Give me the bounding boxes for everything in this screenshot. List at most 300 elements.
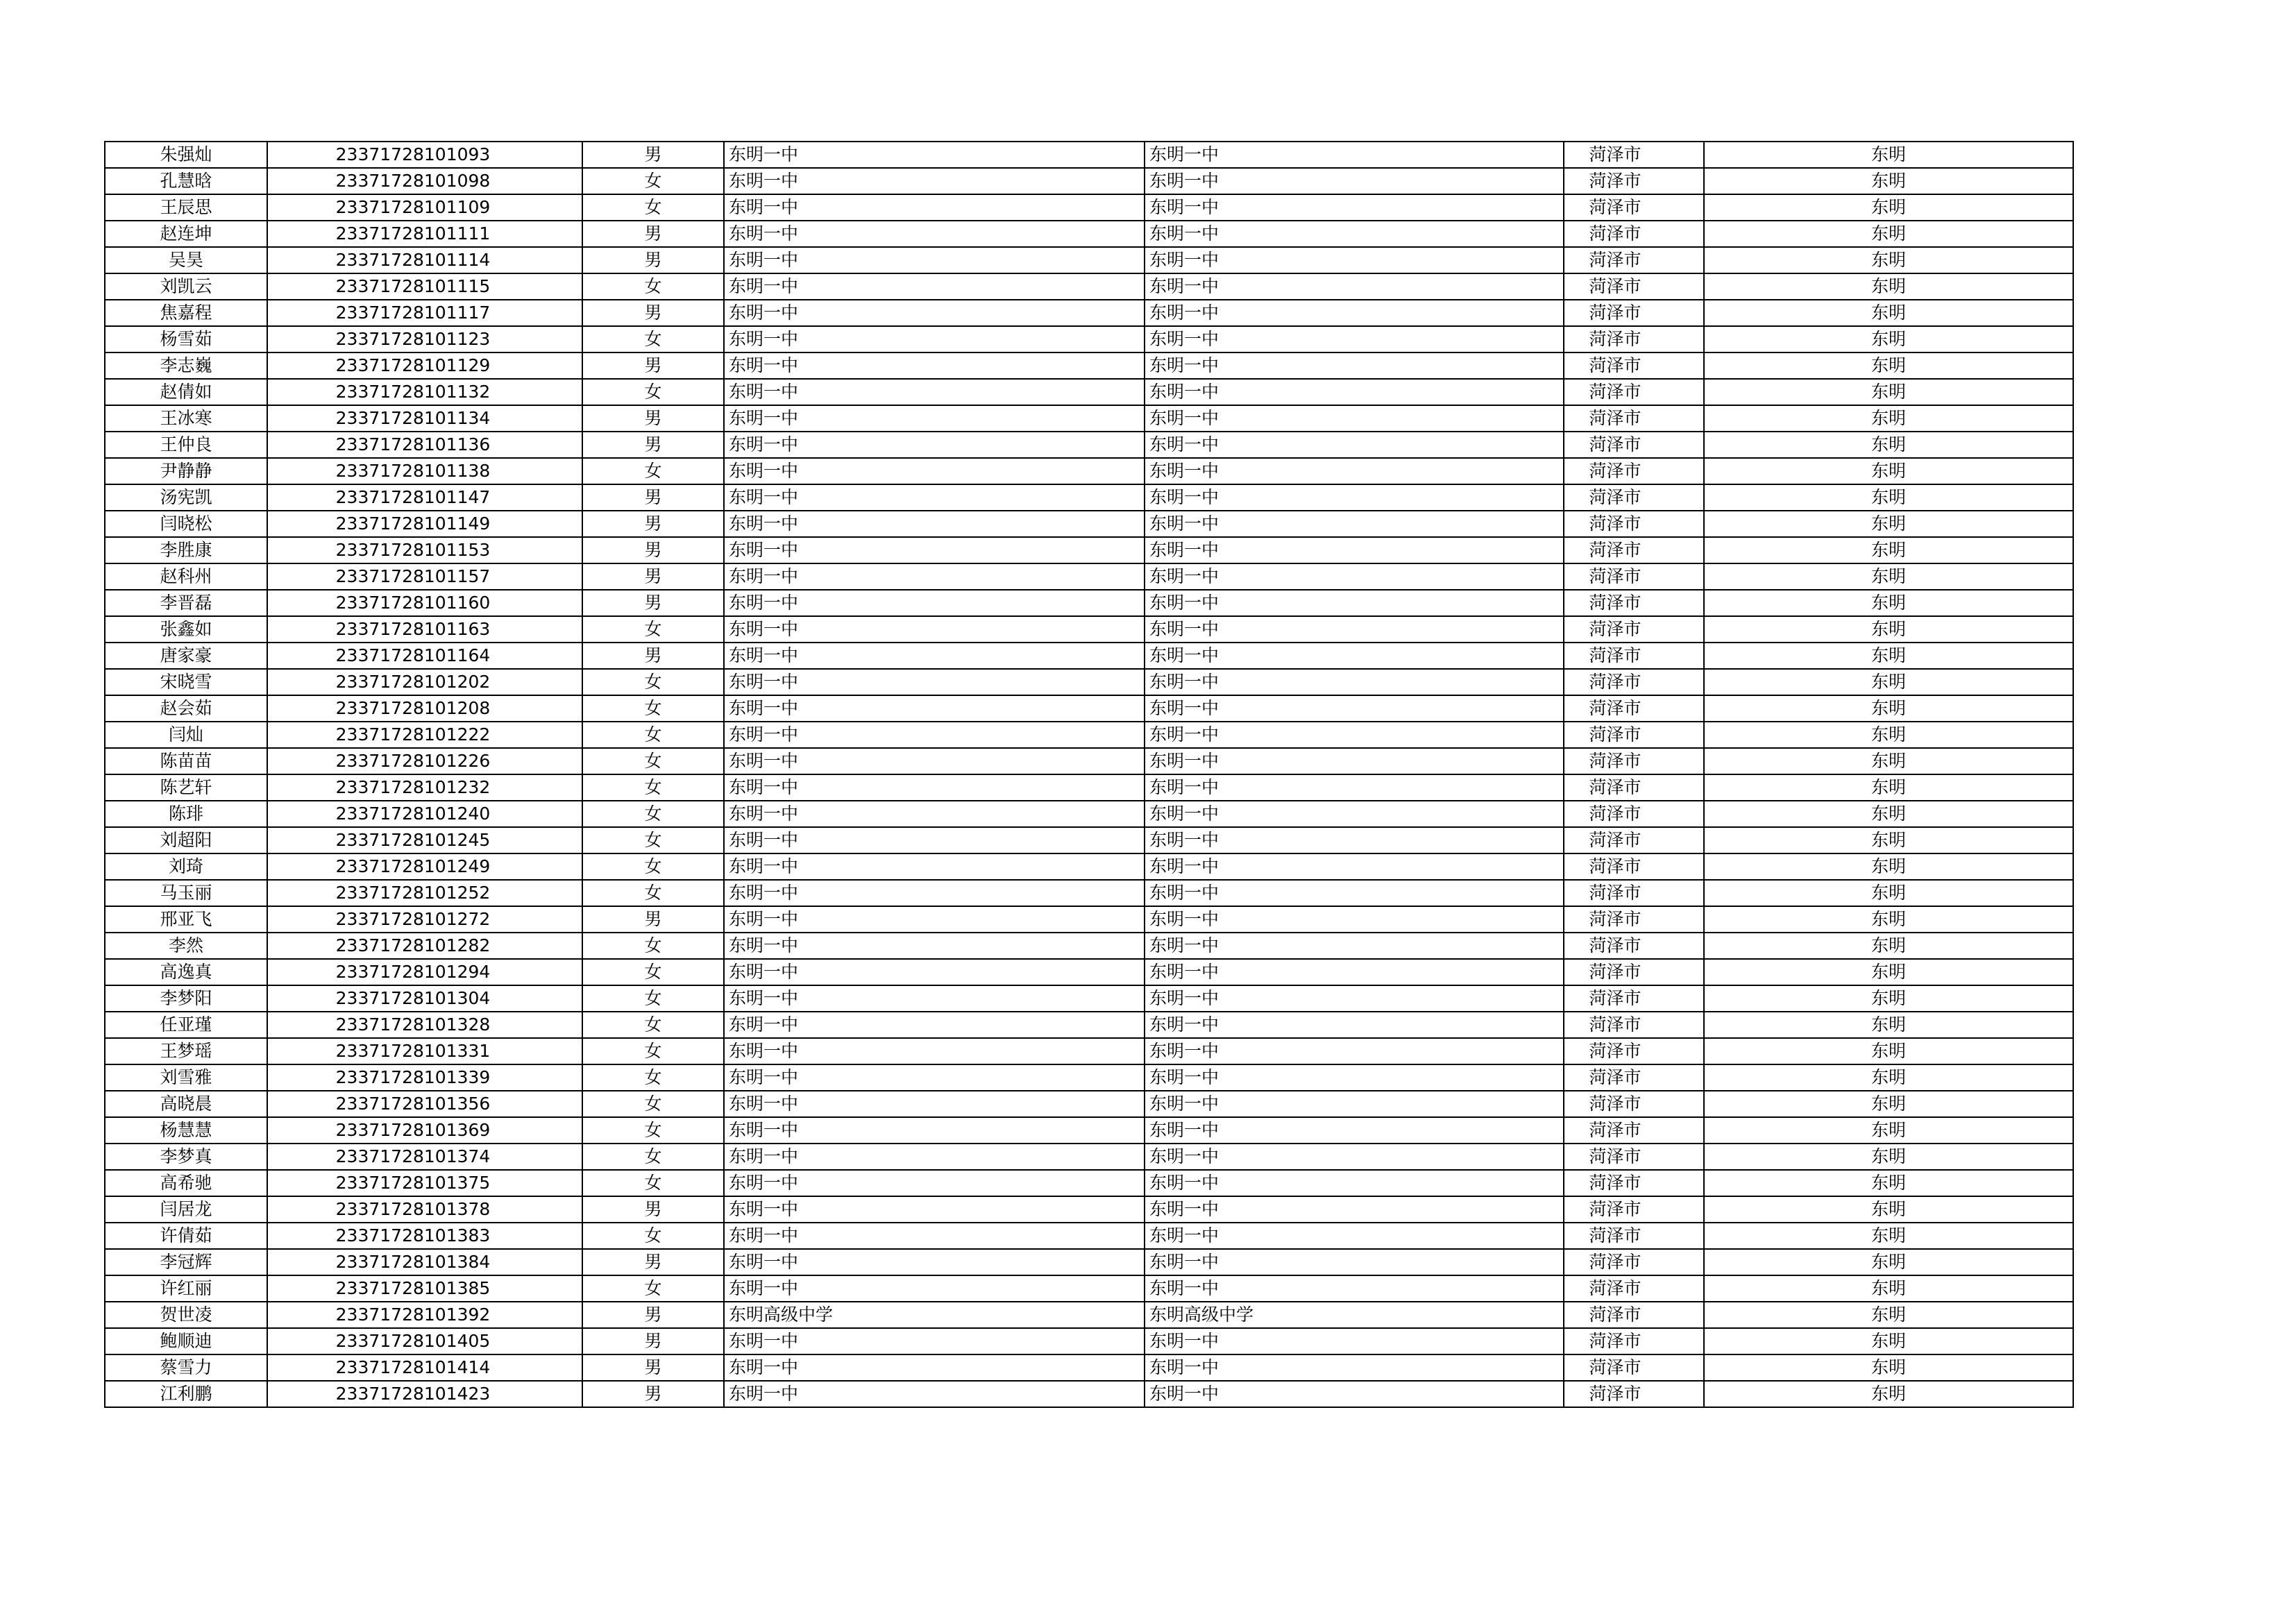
gender-cell: 女 (582, 959, 724, 985)
county-cell: 东明 (1704, 1223, 2073, 1249)
gender-cell: 男 (582, 1196, 724, 1223)
city-cell: 菏泽市 (1564, 511, 1704, 537)
table-row (105, 985, 2073, 1012)
county-cell: 东明 (1704, 774, 2073, 801)
name-cell: 陈琲 (105, 801, 267, 827)
county-cell: 东明 (1704, 1117, 2073, 1144)
table-row (105, 933, 2073, 959)
name-cell: 陈苗苗 (105, 748, 267, 774)
school-cell: 东明一中 (724, 1196, 1145, 1223)
county-cell: 东明 (1704, 1170, 2073, 1196)
gender-cell: 女 (582, 853, 724, 880)
id-cell: 23371728101117 (267, 300, 582, 326)
county-cell: 东明 (1704, 300, 2073, 326)
school-cell-2: 东明一中 (1145, 616, 1564, 643)
county-cell: 东明 (1704, 880, 2073, 906)
table-row (105, 1302, 2073, 1328)
county-cell: 东明 (1704, 1249, 2073, 1275)
city-cell: 菏泽市 (1564, 933, 1704, 959)
table-row (105, 1275, 2073, 1302)
id-cell: 23371728101294 (267, 959, 582, 985)
table-row (105, 221, 2073, 247)
name-cell: 高希驰 (105, 1170, 267, 1196)
school-cell: 东明一中 (724, 959, 1145, 985)
school-cell-2: 东明一中 (1145, 405, 1564, 432)
school-cell: 东明一中 (724, 563, 1145, 590)
table-row (105, 853, 2073, 880)
county-cell: 东明 (1704, 458, 2073, 484)
table-row (105, 1144, 2073, 1170)
county-cell: 东明 (1704, 959, 2073, 985)
school-cell-2: 东明一中 (1145, 484, 1564, 511)
gender-cell: 男 (582, 300, 724, 326)
name-cell: 李胜康 (105, 537, 267, 563)
city-cell: 菏泽市 (1564, 563, 1704, 590)
county-cell: 东明 (1704, 1328, 2073, 1354)
name-cell: 宋晓雪 (105, 669, 267, 695)
city-cell: 菏泽市 (1564, 247, 1704, 273)
county-cell: 东明 (1704, 273, 2073, 300)
school-cell-2: 东明一中 (1145, 326, 1564, 352)
city-cell: 菏泽市 (1564, 801, 1704, 827)
id-cell: 23371728101384 (267, 1249, 582, 1275)
id-cell: 23371728101423 (267, 1381, 582, 1407)
city-cell: 菏泽市 (1564, 853, 1704, 880)
name-cell: 李梦真 (105, 1144, 267, 1170)
school-cell-2: 东明一中 (1145, 801, 1564, 827)
county-cell: 东明 (1704, 1275, 2073, 1302)
county-cell: 东明 (1704, 827, 2073, 853)
county-cell: 东明 (1704, 1302, 2073, 1328)
city-cell: 菏泽市 (1564, 537, 1704, 563)
city-cell: 菏泽市 (1564, 1196, 1704, 1223)
school-cell: 东明一中 (724, 432, 1145, 458)
name-cell: 邢亚飞 (105, 906, 267, 933)
school-cell-2: 东明一中 (1145, 537, 1564, 563)
school-cell-2: 东明高级中学 (1145, 1302, 1564, 1328)
city-cell: 菏泽市 (1564, 1144, 1704, 1170)
gender-cell: 男 (582, 247, 724, 273)
gender-cell: 女 (582, 1144, 724, 1170)
name-cell: 刘雪雅 (105, 1064, 267, 1091)
name-cell: 杨慧慧 (105, 1117, 267, 1144)
id-cell: 23371728101249 (267, 853, 582, 880)
county-cell: 东明 (1704, 1196, 2073, 1223)
county-cell: 东明 (1704, 326, 2073, 352)
gender-cell: 男 (582, 1381, 724, 1407)
school-cell: 东明一中 (724, 537, 1145, 563)
school-cell-2: 东明一中 (1145, 273, 1564, 300)
city-cell: 菏泽市 (1564, 643, 1704, 669)
gender-cell: 男 (582, 1302, 724, 1328)
id-cell: 23371728101272 (267, 906, 582, 933)
school-cell: 东明一中 (724, 247, 1145, 273)
id-cell: 23371728101136 (267, 432, 582, 458)
table-row (105, 906, 2073, 933)
id-cell: 23371728101304 (267, 985, 582, 1012)
county-cell: 东明 (1704, 563, 2073, 590)
name-cell: 李冠辉 (105, 1249, 267, 1275)
county-cell: 东明 (1704, 853, 2073, 880)
table-row (105, 484, 2073, 511)
id-cell: 23371728101222 (267, 722, 582, 748)
id-cell: 23371728101369 (267, 1117, 582, 1144)
id-cell: 23371728101328 (267, 1012, 582, 1038)
id-cell: 23371728101129 (267, 352, 582, 379)
table-row (105, 379, 2073, 405)
name-cell: 唐家豪 (105, 643, 267, 669)
school-cell-2: 东明一中 (1145, 300, 1564, 326)
table-row (105, 247, 2073, 273)
city-cell: 菏泽市 (1564, 722, 1704, 748)
table-row (105, 1223, 2073, 1249)
city-cell: 菏泽市 (1564, 168, 1704, 194)
school-cell: 东明一中 (724, 458, 1145, 484)
county-cell: 东明 (1704, 379, 2073, 405)
school-cell-2: 东明一中 (1145, 985, 1564, 1012)
county-cell: 东明 (1704, 405, 2073, 432)
id-cell: 23371728101123 (267, 326, 582, 352)
id-cell: 23371728101164 (267, 643, 582, 669)
county-cell: 东明 (1704, 432, 2073, 458)
name-cell: 闫灿 (105, 722, 267, 748)
school-cell-2: 东明一中 (1145, 1170, 1564, 1196)
gender-cell: 女 (582, 616, 724, 643)
id-cell: 23371728101385 (267, 1275, 582, 1302)
school-cell: 东明一中 (724, 405, 1145, 432)
id-cell: 23371728101153 (267, 537, 582, 563)
gender-cell: 女 (582, 379, 724, 405)
city-cell: 菏泽市 (1564, 1302, 1704, 1328)
county-cell: 东明 (1704, 247, 2073, 273)
gender-cell: 男 (582, 352, 724, 379)
gender-cell: 男 (582, 221, 724, 247)
school-cell: 东明一中 (724, 1328, 1145, 1354)
table-row (105, 563, 2073, 590)
gender-cell: 男 (582, 590, 724, 616)
school-cell: 东明一中 (724, 326, 1145, 352)
school-cell: 东明一中 (724, 142, 1145, 168)
gender-cell: 女 (582, 801, 724, 827)
table-row (105, 1249, 2073, 1275)
id-cell: 23371728101392 (267, 1302, 582, 1328)
table-row (105, 722, 2073, 748)
id-cell: 23371728101202 (267, 669, 582, 695)
school-cell: 东明一中 (724, 1381, 1145, 1407)
city-cell: 菏泽市 (1564, 985, 1704, 1012)
city-cell: 菏泽市 (1564, 1064, 1704, 1091)
gender-cell: 女 (582, 194, 724, 221)
student-table (104, 141, 2074, 1408)
gender-cell: 男 (582, 1354, 724, 1381)
name-cell: 刘凯云 (105, 273, 267, 300)
school-cell-2: 东明一中 (1145, 1381, 1564, 1407)
gender-cell: 男 (582, 537, 724, 563)
name-cell: 孔慧晗 (105, 168, 267, 194)
id-cell: 23371728101331 (267, 1038, 582, 1064)
gender-cell: 男 (582, 484, 724, 511)
id-cell: 23371728101208 (267, 695, 582, 722)
city-cell: 菏泽市 (1564, 300, 1704, 326)
city-cell: 菏泽市 (1564, 774, 1704, 801)
name-cell: 杨雪茹 (105, 326, 267, 352)
school-cell-2: 东明一中 (1145, 722, 1564, 748)
school-cell: 东明一中 (724, 801, 1145, 827)
city-cell: 菏泽市 (1564, 1223, 1704, 1249)
school-cell-2: 东明一中 (1145, 432, 1564, 458)
county-cell: 东明 (1704, 643, 2073, 669)
table-row (105, 194, 2073, 221)
school-cell-2: 东明一中 (1145, 247, 1564, 273)
school-cell: 东明一中 (724, 1275, 1145, 1302)
school-cell-2: 东明一中 (1145, 221, 1564, 247)
school-cell-2: 东明一中 (1145, 1117, 1564, 1144)
table-row (105, 1381, 2073, 1407)
table-row (105, 300, 2073, 326)
city-cell: 菏泽市 (1564, 1170, 1704, 1196)
name-cell: 王梦瑶 (105, 1038, 267, 1064)
name-cell: 李梦阳 (105, 985, 267, 1012)
county-cell: 东明 (1704, 801, 2073, 827)
table-row (105, 273, 2073, 300)
gender-cell: 女 (582, 273, 724, 300)
city-cell: 菏泽市 (1564, 221, 1704, 247)
school-cell-2: 东明一中 (1145, 352, 1564, 379)
school-cell: 东明一中 (724, 379, 1145, 405)
school-cell-2: 东明一中 (1145, 643, 1564, 669)
gender-cell: 女 (582, 985, 724, 1012)
id-cell: 23371728101282 (267, 933, 582, 959)
table-row (105, 458, 2073, 484)
county-cell: 东明 (1704, 933, 2073, 959)
gender-cell: 女 (582, 1064, 724, 1091)
gender-cell: 男 (582, 563, 724, 590)
name-cell: 李晋磊 (105, 590, 267, 616)
school-cell: 东明一中 (724, 669, 1145, 695)
name-cell: 赵会茹 (105, 695, 267, 722)
table-row (105, 590, 2073, 616)
id-cell: 23371728101157 (267, 563, 582, 590)
table-row (105, 405, 2073, 432)
table-row (105, 827, 2073, 853)
county-cell: 东明 (1704, 1091, 2073, 1117)
city-cell: 菏泽市 (1564, 827, 1704, 853)
school-cell-2: 东明一中 (1145, 1091, 1564, 1117)
gender-cell: 男 (582, 432, 724, 458)
school-cell-2: 东明一中 (1145, 880, 1564, 906)
school-cell-2: 东明一中 (1145, 1223, 1564, 1249)
table-row (105, 616, 2073, 643)
city-cell: 菏泽市 (1564, 379, 1704, 405)
city-cell: 菏泽市 (1564, 669, 1704, 695)
school-cell-2: 东明一中 (1145, 748, 1564, 774)
id-cell: 23371728101375 (267, 1170, 582, 1196)
city-cell: 菏泽市 (1564, 906, 1704, 933)
county-cell: 东明 (1704, 352, 2073, 379)
gender-cell: 男 (582, 142, 724, 168)
school-cell: 东明一中 (724, 643, 1145, 669)
school-cell: 东明一中 (724, 695, 1145, 722)
city-cell: 菏泽市 (1564, 194, 1704, 221)
city-cell: 菏泽市 (1564, 1012, 1704, 1038)
name-cell: 赵倩如 (105, 379, 267, 405)
table-row (105, 959, 2073, 985)
name-cell: 任亚瑾 (105, 1012, 267, 1038)
county-cell: 东明 (1704, 985, 2073, 1012)
school-cell-2: 东明一中 (1145, 669, 1564, 695)
table-row (105, 537, 2073, 563)
school-cell: 东明一中 (724, 774, 1145, 801)
school-cell: 东明一中 (724, 906, 1145, 933)
name-cell: 陈艺轩 (105, 774, 267, 801)
id-cell: 23371728101163 (267, 616, 582, 643)
school-cell-2: 东明一中 (1145, 827, 1564, 853)
county-cell: 东明 (1704, 669, 2073, 695)
id-cell: 23371728101405 (267, 1328, 582, 1354)
city-cell: 菏泽市 (1564, 1091, 1704, 1117)
school-cell-2: 东明一中 (1145, 1354, 1564, 1381)
city-cell: 菏泽市 (1564, 1328, 1704, 1354)
name-cell: 朱强灿 (105, 142, 267, 168)
school-cell-2: 东明一中 (1145, 906, 1564, 933)
school-cell: 东明一中 (724, 1038, 1145, 1064)
county-cell: 东明 (1704, 695, 2073, 722)
id-cell: 23371728101374 (267, 1144, 582, 1170)
city-cell: 菏泽市 (1564, 405, 1704, 432)
school-cell: 东明一中 (724, 1249, 1145, 1275)
id-cell: 23371728101160 (267, 590, 582, 616)
school-cell-2: 东明一中 (1145, 774, 1564, 801)
city-cell: 菏泽市 (1564, 326, 1704, 352)
school-cell: 东明一中 (724, 1223, 1145, 1249)
city-cell: 菏泽市 (1564, 959, 1704, 985)
school-cell-2: 东明一中 (1145, 959, 1564, 985)
school-cell-2: 东明一中 (1145, 1144, 1564, 1170)
school-cell: 东明一中 (724, 352, 1145, 379)
school-cell: 东明一中 (724, 985, 1145, 1012)
school-cell: 东明一中 (724, 853, 1145, 880)
county-cell: 东明 (1704, 194, 2073, 221)
school-cell-2: 东明一中 (1145, 563, 1564, 590)
id-cell: 23371728101226 (267, 748, 582, 774)
table-row (105, 432, 2073, 458)
table-row (105, 880, 2073, 906)
id-cell: 23371728101240 (267, 801, 582, 827)
school-cell: 东明一中 (724, 221, 1145, 247)
school-cell-2: 东明一中 (1145, 1196, 1564, 1223)
school-cell-2: 东明一中 (1145, 379, 1564, 405)
school-cell-2: 东明一中 (1145, 1249, 1564, 1275)
city-cell: 菏泽市 (1564, 273, 1704, 300)
school-cell: 东明一中 (724, 827, 1145, 853)
city-cell: 菏泽市 (1564, 142, 1704, 168)
school-cell: 东明一中 (724, 484, 1145, 511)
county-cell: 东明 (1704, 537, 2073, 563)
gender-cell: 女 (582, 168, 724, 194)
city-cell: 菏泽市 (1564, 590, 1704, 616)
gender-cell: 女 (582, 933, 724, 959)
gender-cell: 男 (582, 1328, 724, 1354)
city-cell: 菏泽市 (1564, 695, 1704, 722)
city-cell: 菏泽市 (1564, 432, 1704, 458)
school-cell-2: 东明一中 (1145, 194, 1564, 221)
id-cell: 23371728101245 (267, 827, 582, 853)
school-cell: 东明一中 (724, 1091, 1145, 1117)
name-cell: 汤宪凯 (105, 484, 267, 511)
table-row (105, 695, 2073, 722)
table-row (105, 643, 2073, 669)
table-row (105, 1012, 2073, 1038)
school-cell: 东明一中 (724, 933, 1145, 959)
name-cell: 刘琦 (105, 853, 267, 880)
gender-cell: 女 (582, 458, 724, 484)
id-cell: 23371728101134 (267, 405, 582, 432)
gender-cell: 女 (582, 827, 724, 853)
city-cell: 菏泽市 (1564, 484, 1704, 511)
school-cell-2: 东明一中 (1145, 853, 1564, 880)
id-cell: 23371728101109 (267, 194, 582, 221)
county-cell: 东明 (1704, 748, 2073, 774)
city-cell: 菏泽市 (1564, 1275, 1704, 1302)
name-cell: 赵连坤 (105, 221, 267, 247)
gender-cell: 女 (582, 1275, 724, 1302)
school-cell: 东明一中 (724, 1354, 1145, 1381)
school-cell: 东明一中 (724, 1170, 1145, 1196)
school-cell-2: 东明一中 (1145, 142, 1564, 168)
name-cell: 许倩茹 (105, 1223, 267, 1249)
county-cell: 东明 (1704, 511, 2073, 537)
gender-cell: 女 (582, 695, 724, 722)
school-cell-2: 东明一中 (1145, 1038, 1564, 1064)
gender-cell: 女 (582, 1170, 724, 1196)
county-cell: 东明 (1704, 168, 2073, 194)
name-cell: 马玉丽 (105, 880, 267, 906)
school-cell-2: 东明一中 (1145, 458, 1564, 484)
school-cell: 东明一中 (724, 1012, 1145, 1038)
gender-cell: 男 (582, 511, 724, 537)
city-cell: 菏泽市 (1564, 1354, 1704, 1381)
table-row (105, 748, 2073, 774)
gender-cell: 女 (582, 1223, 724, 1249)
city-cell: 菏泽市 (1564, 458, 1704, 484)
school-cell: 东明一中 (724, 1117, 1145, 1144)
id-cell: 23371728101147 (267, 484, 582, 511)
table-row (105, 1117, 2073, 1144)
name-cell: 赵科州 (105, 563, 267, 590)
name-cell: 张鑫如 (105, 616, 267, 643)
school-cell-2: 东明一中 (1145, 1328, 1564, 1354)
id-cell: 23371728101378 (267, 1196, 582, 1223)
city-cell: 菏泽市 (1564, 1381, 1704, 1407)
gender-cell: 女 (582, 1117, 724, 1144)
name-cell: 李然 (105, 933, 267, 959)
school-cell: 东明一中 (724, 880, 1145, 906)
school-cell: 东明一中 (724, 590, 1145, 616)
id-cell: 23371728101149 (267, 511, 582, 537)
id-cell: 23371728101111 (267, 221, 582, 247)
table-row (105, 511, 2073, 537)
city-cell: 菏泽市 (1564, 1117, 1704, 1144)
school-cell-2: 东明一中 (1145, 695, 1564, 722)
name-cell: 王冰寒 (105, 405, 267, 432)
table-row (105, 1354, 2073, 1381)
city-cell: 菏泽市 (1564, 1249, 1704, 1275)
table-row (105, 774, 2073, 801)
name-cell: 蔡雪力 (105, 1354, 267, 1381)
table-row (105, 142, 2073, 168)
id-cell: 23371728101132 (267, 379, 582, 405)
county-cell: 东明 (1704, 1381, 2073, 1407)
